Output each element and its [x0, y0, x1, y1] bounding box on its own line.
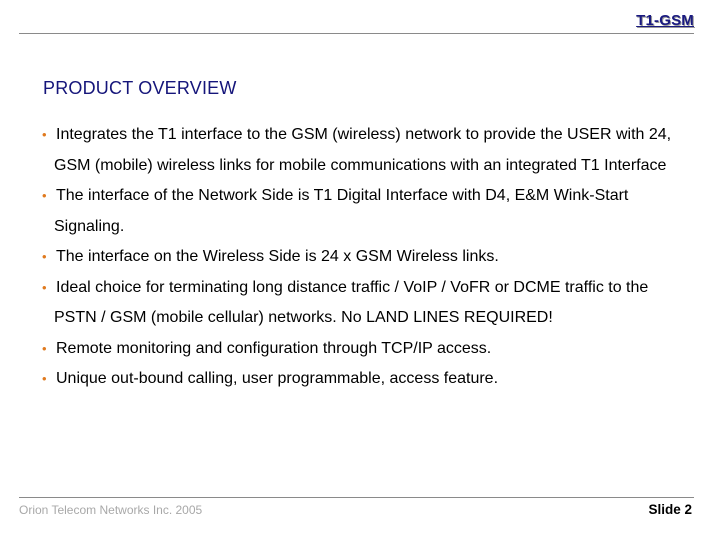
- footer-divider: [19, 497, 694, 498]
- section-heading: PRODUCT OVERVIEW: [43, 78, 237, 98]
- bullet-text-full: The interface of the Network Side is T1 Digital Interface with D4, E&M Wink-Start Signaling.: [54, 187, 629, 235]
- bullet-text-full: Remote monitoring and configuration through TCP/IP access.: [56, 339, 492, 357]
- bullet-text-full: Unique out-bound calling, user programmable, access feature.: [56, 370, 499, 387]
- bullet-item: [42, 364, 692, 395]
- bullet-text: [54, 334, 692, 365]
- bullet-text: [54, 181, 692, 242]
- bullet-marker-icon: •: [42, 127, 47, 142]
- bullet-text: [54, 120, 692, 181]
- bullet-marker-icon: •: [42, 188, 47, 203]
- bullet-list: [42, 120, 692, 395]
- bullet-item: [42, 273, 692, 334]
- bullet-item: [42, 242, 692, 273]
- bullet-marker-icon: •: [42, 371, 47, 386]
- bullet-text: [54, 242, 692, 273]
- bullet-item: [42, 120, 692, 181]
- footer-company: Orion Telecom Networks Inc. 2005: [19, 503, 203, 517]
- bullet-item: [42, 181, 692, 242]
- bullet-marker-icon: •: [42, 340, 47, 356]
- bullet-text-full: Ideal choice for terminating long distance traffic / VoIP / VoFR or DCME traffic to the PSTN / GSM (mobile cellular) networks. No LAND LINES REQUIRED!: [54, 278, 649, 326]
- bullet-item: [42, 334, 692, 365]
- header-divider: [19, 33, 694, 34]
- slide-number: Slide 2: [648, 502, 692, 517]
- slide-title: T1-GSM: [636, 12, 694, 29]
- bullet-text: [54, 273, 692, 334]
- bullet-marker-icon: •: [42, 279, 47, 295]
- bullet-text-full: Integrates the T1 interface to the GSM (wireless) network to provide the USER with 24, GSM (mobile) wireless links for mobile communications with an integrated T1 Interface: [54, 126, 672, 174]
- bullet-marker-icon: •: [42, 249, 47, 264]
- bullet-text-full: The interface on the Wireless Side is 24 x GSM Wireless links.: [56, 248, 499, 265]
- bullet-text: [54, 364, 692, 395]
